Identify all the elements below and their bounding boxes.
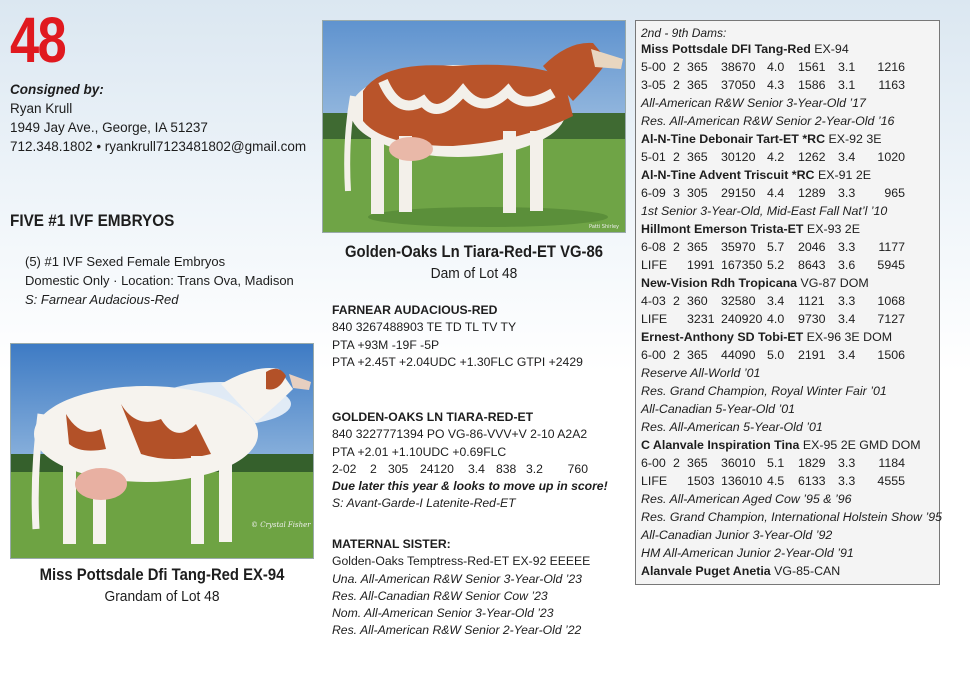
dam-entry-name [641, 130, 939, 148]
dam-entry-score: EX-94 [810, 42, 849, 56]
grandam-photo [10, 343, 314, 559]
record-cell: 7127 [877, 312, 905, 326]
sire-block [332, 302, 628, 371]
dam-photo-credit: Patti Shirley [589, 224, 619, 230]
dam-entry-title: Ernest-Anthony SD Tobi-ET [641, 330, 804, 344]
dam-entry-award: All-Canadian 5-Year-Old ’01 [641, 402, 796, 416]
dam-entry-record [641, 454, 939, 472]
maternal-sister-award: Res. All-American R&W Senior 2-Year-Old ’22 [332, 623, 582, 638]
sire-name: FARNEAR AUDACIOUS-RED [332, 303, 498, 317]
dam-entry-name [641, 40, 939, 58]
record-cell: 2 [673, 78, 680, 92]
grandam-photo-relation: Grandam of Lot 48 [104, 588, 220, 605]
record-cell: 3.3 [838, 186, 856, 200]
offering-sire: S: Farnear Audacious-Red [25, 292, 179, 307]
dam-entry-life-record [641, 310, 939, 328]
maternal-sister-heading: MATERNAL SISTER: [332, 537, 451, 551]
offering-line-1: (5) #1 IVF Sexed Female Embryos [25, 254, 226, 269]
record-cell: 2 [673, 150, 680, 164]
dam-entry-title: Al-N-Tine Debonair Tart-ET *RC [641, 132, 826, 146]
record-cell: 2 [370, 461, 377, 476]
record-cell: 2046 [798, 240, 826, 254]
record-cell: 4.0 [767, 60, 785, 74]
record-cell: 6-08 [641, 240, 666, 254]
dam-entry-award: Reserve All-World ’01 [641, 366, 761, 380]
record-cell: 3.3 [838, 474, 856, 488]
record-cell: 3.4 [838, 150, 856, 164]
record-cell: 3.4 [767, 294, 785, 308]
record-cell: 2 [673, 60, 680, 74]
record-cell: 5.1 [767, 456, 785, 470]
offering-line-2: Domestic Only · Location: Trans Ova, Madison [25, 273, 294, 288]
record-cell: 6-00 [641, 456, 666, 470]
record-cell: 3.4 [838, 312, 856, 326]
dams-intro: 2nd - 9th Dams: [641, 26, 727, 40]
record-cell: LIFE [641, 312, 668, 326]
dam-entry-score: VG-85-CAN [770, 564, 841, 578]
dam-entry-score: EX-91 2E [814, 168, 871, 182]
record-cell: 9730 [798, 312, 826, 326]
dam-entry-title: C Alanvale Inspiration Tina [641, 438, 800, 452]
dam-entry-award: All-Canadian Junior 3-Year-Old ’92 [641, 528, 833, 542]
record-cell: 3.3 [838, 456, 856, 470]
maternal-sister-award: Una. All-American R&W Senior 3-Year-Old ’23 [332, 571, 582, 586]
record-cell: 240920 [721, 312, 763, 326]
record-cell: 3.3 [838, 240, 856, 254]
dam-entry-title: New-Vision Rdh Tropicana [641, 276, 798, 290]
dam-name: GOLDEN-OAKS LN TIARA-RED-ET [332, 410, 534, 424]
dam-entry-award: 1st Senior 3-Year-Old, Mid-East Fall Nat’l ’10 [641, 204, 888, 218]
maternal-sister-award: Nom. All-American Senior 3-Year-Old ’23 [332, 606, 554, 621]
consignor-name: Ryan Krull [10, 101, 73, 116]
consignor-contact: 712.348.1802 • ryankrull7123481802@gmail.com [10, 139, 307, 154]
record-cell: 3.2 [526, 461, 543, 476]
record-cell: 1586 [798, 78, 826, 92]
dam-entry-title: Miss Pottsdale DFI Tang-Red [641, 42, 811, 56]
record-cell: 365 [687, 60, 708, 74]
dam-entry-record [641, 292, 939, 310]
grandam-caption [10, 566, 314, 605]
record-cell: 4555 [877, 474, 905, 488]
record-cell: 305 [388, 461, 409, 476]
dam-photo-name: Golden-Oaks Ln Tiara-Red-ET VG-86 [344, 243, 603, 261]
record-cell: 1289 [798, 186, 826, 200]
record-cell: 365 [687, 348, 708, 362]
record-cell: 8643 [798, 258, 826, 272]
dam-entry-name [641, 166, 939, 184]
record-cell: 2 [673, 348, 680, 362]
dams-list [641, 40, 942, 580]
grandam-photo-credit: © Crystal Fisher [251, 521, 311, 529]
record-cell: 3.1 [838, 60, 856, 74]
dam-entry-name [641, 274, 939, 292]
record-cell: 5.0 [767, 348, 785, 362]
dam-caption [322, 243, 626, 282]
dam-entry-life-record [641, 472, 939, 490]
record-cell: 365 [687, 456, 708, 470]
dam-entry-award: Res. Grand Champion, International Holstein Show ’95 [641, 510, 942, 524]
offering-description [25, 252, 294, 309]
record-cell: 838 [496, 461, 517, 476]
record-cell: 305 [687, 186, 708, 200]
record-cell: 5.2 [767, 258, 785, 272]
record-cell: 167350 [721, 258, 763, 272]
record-cell: 4.4 [767, 186, 785, 200]
consignor-address: 1949 Jay Ave., George, IA 51237 [10, 120, 208, 135]
dam-sire: S: Avant-Garde-I Latenite-Red-ET [332, 496, 516, 511]
record-cell: 5-01 [641, 150, 666, 164]
record-cell: 4.5 [767, 474, 785, 488]
dam-entry-name [641, 562, 939, 580]
maternal-sister-block [332, 536, 628, 640]
record-cell: 3.6 [838, 258, 856, 272]
dam-photo-relation: Dam of Lot 48 [430, 265, 518, 282]
grandam-photo-name: Miss Pottsdale Dfi Tang-Red EX-94 [39, 566, 285, 584]
dam-entry-record [641, 238, 939, 256]
record-cell: 3.3 [838, 294, 856, 308]
dam-entry-award: All-American R&W Senior 3-Year-Old ’17 [641, 96, 866, 110]
record-cell: 32580 [721, 294, 756, 308]
record-cell: 3-05 [641, 78, 666, 92]
dam-record [332, 461, 628, 478]
dam-block [332, 409, 628, 513]
consigned-by-label: Consigned by: [10, 82, 104, 97]
record-cell: 6-00 [641, 348, 666, 362]
offering-title: FIVE #1 IVF EMBRYOS [10, 211, 175, 230]
record-cell: 1262 [798, 150, 826, 164]
dam-entry-name [641, 436, 939, 454]
record-cell: 3 [673, 186, 680, 200]
record-cell: 3.1 [838, 78, 856, 92]
record-cell: 360 [687, 294, 708, 308]
dam-entry-life-record [641, 256, 939, 274]
record-cell: 1121 [798, 294, 825, 308]
dam-entry-award: Res. All-American Aged Cow ’95 & ’96 [641, 492, 852, 506]
record-cell: 5.7 [767, 240, 785, 254]
record-cell: 4.0 [767, 312, 785, 326]
record-cell: 1829 [798, 456, 826, 470]
dam-entry-score: EX-96 3E DOM [803, 330, 893, 344]
dam-entry-title: Hillmont Emerson Trista-ET [641, 222, 804, 236]
sire-line-2: PTA +93M -19F -5P [332, 337, 440, 352]
dam-entry-record [641, 184, 939, 202]
record-cell: 365 [687, 78, 708, 92]
dam-entry-award: HM All-American Junior 2-Year-Old ’91 [641, 546, 854, 560]
dam-entry-score: EX-95 2E GMD DOM [799, 438, 921, 452]
record-cell: 44090 [721, 348, 756, 362]
record-cell: 136010 [721, 474, 763, 488]
record-cell: 965 [884, 186, 905, 200]
record-cell: 2 [673, 456, 680, 470]
dam-entry-record [641, 58, 939, 76]
lot-number: 48 [10, 4, 66, 76]
record-cell: 1020 [877, 150, 905, 164]
record-cell: 30120 [721, 150, 756, 164]
record-cell: 2191 [798, 348, 826, 362]
record-cell: 1163 [878, 78, 905, 92]
maternal-sister-award: Res. All-Canadian R&W Senior Cow ’23 [332, 588, 548, 603]
record-cell: 3231 [687, 312, 715, 326]
dam-entry-title: Al-N-Tine Advent Triscuit *RC [641, 168, 815, 182]
dam-entry-name [641, 328, 939, 346]
record-cell: 2 [673, 294, 680, 308]
sire-line-1: 840 3267488903 TE TD TL TV TY [332, 320, 517, 335]
record-cell: 36010 [721, 456, 756, 470]
record-cell: 3.4 [838, 348, 856, 362]
dam-entry-award: Res. Grand Champion, Royal Winter Fair ’01 [641, 384, 887, 398]
dam-entry-award: Res. All-American R&W Senior 2-Year-Old ’16 [641, 114, 895, 128]
dam-note: Due later this year & looks to move up in score! [332, 479, 608, 494]
dam-line-1: 840 3227771394 PO VG-86-VVV+V 2-10 A2A2 [332, 427, 588, 442]
record-cell: 37050 [721, 78, 756, 92]
record-cell: 1503 [687, 474, 715, 488]
dam-entry-record [641, 76, 939, 94]
dam-entry-record [641, 346, 939, 364]
record-cell: 5-00 [641, 60, 666, 74]
dam-entry-score: EX-93 2E [803, 222, 860, 236]
record-cell: LIFE [641, 474, 668, 488]
record-cell: 2 [673, 240, 680, 254]
record-cell: 760 [567, 461, 588, 476]
record-cell: 1506 [877, 348, 905, 362]
record-cell: 3.4 [468, 461, 485, 476]
record-cell: 1184 [878, 456, 905, 470]
dam-photo [322, 20, 626, 233]
record-cell: 365 [687, 240, 708, 254]
dam-line-2: PTA +2.01 +1.10UDC +0.69FLC [332, 444, 507, 459]
dam-entry-record [641, 148, 939, 166]
dam-entry-award: Res. All-American 5-Year-Old ’01 [641, 420, 823, 434]
record-cell: 35970 [721, 240, 756, 254]
record-cell: 1216 [877, 60, 905, 74]
record-cell: 4-03 [641, 294, 666, 308]
consignor-block [10, 80, 306, 156]
dam-entry-name [641, 220, 939, 238]
record-cell: 24120 [420, 461, 454, 476]
record-cell: 365 [687, 150, 708, 164]
dam-entry-score: EX-92 3E [825, 132, 882, 146]
record-cell: 4.2 [767, 150, 785, 164]
record-cell: 5945 [877, 258, 905, 272]
record-cell: 6-09 [641, 186, 666, 200]
record-cell: 1177 [878, 240, 905, 254]
record-cell: 29150 [721, 186, 756, 200]
dams-box [635, 20, 940, 585]
record-cell: 2-02 [332, 461, 357, 476]
record-cell: LIFE [641, 258, 668, 272]
record-cell: 1068 [877, 294, 905, 308]
record-cell: 1991 [687, 258, 715, 272]
dam-entry-score: VG-87 DOM [797, 276, 869, 290]
record-cell: 6133 [798, 474, 826, 488]
sire-line-3: PTA +2.45T +2.04UDC +1.30FLC GTPI +2429 [332, 354, 583, 369]
record-cell: 1561 [798, 60, 826, 74]
maternal-sister-name: Golden-Oaks Temptress-Red-ET EX-92 EEEEE [332, 554, 591, 569]
dam-entry-title: Alanvale Puget Anetia [641, 564, 771, 578]
record-cell: 4.3 [767, 78, 785, 92]
record-cell: 38670 [721, 60, 756, 74]
